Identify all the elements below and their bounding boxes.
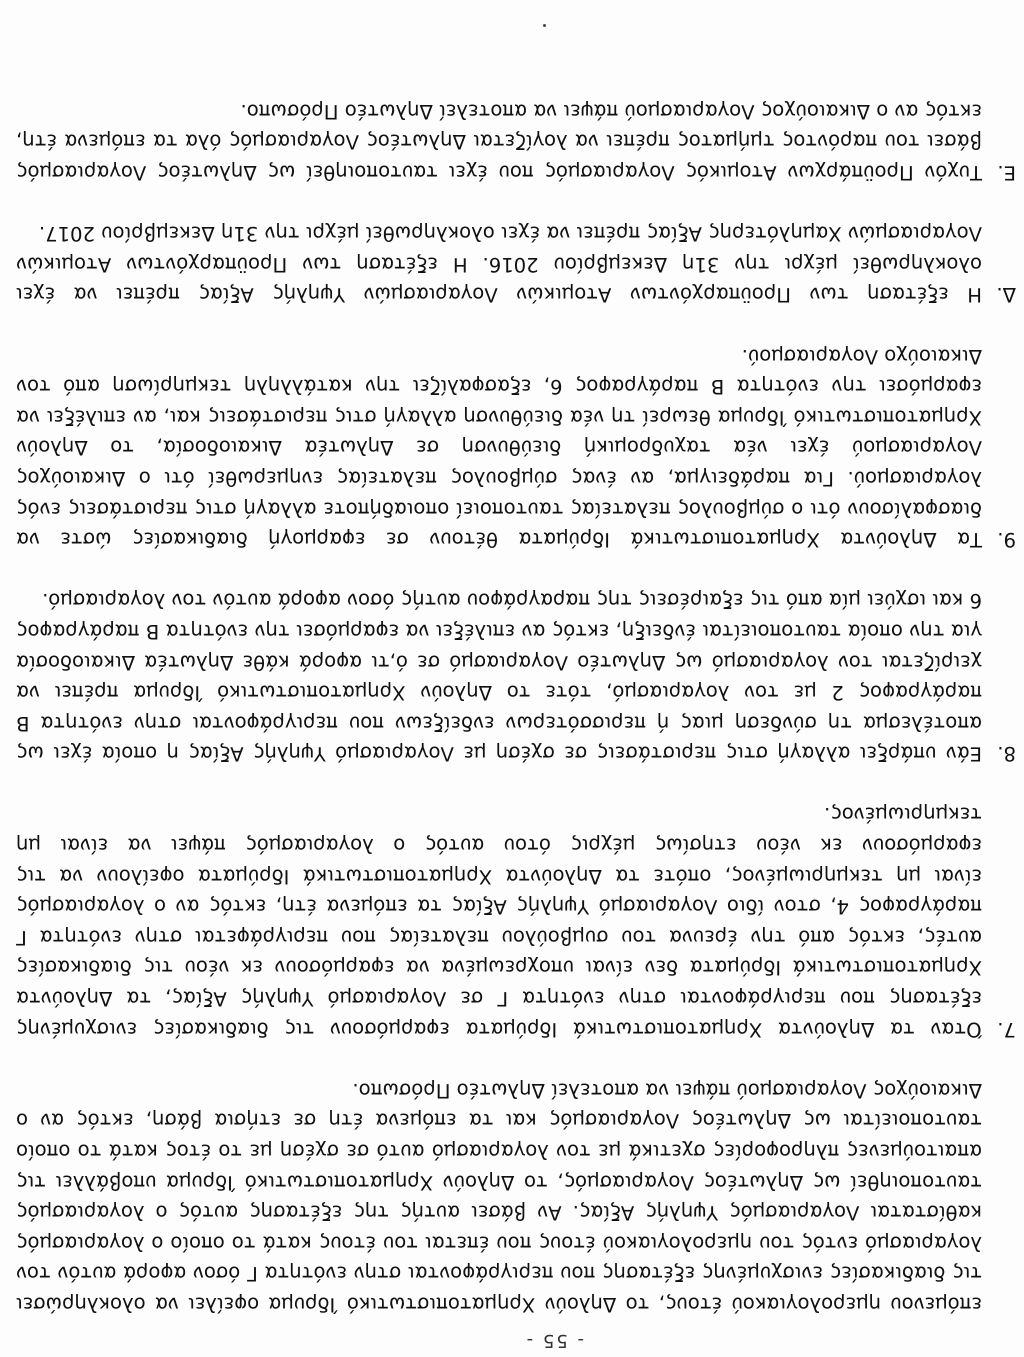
section-e	[16, 95, 1016, 187]
item-text: Όταν τα Δηλούντα Χρηματοπιστωτικά Ιδρύματα εφαρμόσουν τις διαδικασίες ενισχυμένης εξέτασης που περιγράφονται στην ενότητα Γ σε Λογαριασμό Υψηλής Αξίας, τα Δηλούντα Χρηματοπιστωτικά Ιδρύματα δεν είναι υποχρεωμένα να εφαρμόσουν εκ νέου τις διαδικασίες αυτές, εκτός από την έρευνα του συμβούλου πελατείας που περιγράφεται στην ενότητα Γ παράγραφος 4, στον ίδιο Λογαριασμό Υψηλής Αξίας τα επόμενα έτη, εκτός αν ο λογαριασμός είναι μη τεκμηριωμένος, οπότε τα Δηλούντα Χρηματοπιστωτικά Ιδρύματα οφείλουν να τις εφαρμόσουν εκ νέου ετησίως μέχρις ότου αυτός ο λογαριασμός πάψει να είναι μη τεκμηριωμένος.	[16, 803, 982, 1041]
section-text: Τυχόν Προϋπάρχων Ατομικός Λογαριασμός που έχει ταυτοποιηθεί ως Δηλωτέος Λογαριασμός βάσει του παρόντος τμήματος πρέπει να λογίζεται Δηλωτέος Λογαριασμός όλα τα επόμενα έτη, εκτός αν ο Δικαιούχος Λογαριασμού πάψει να αποτελεί Δηλωτέο Πρόσωπο.	[16, 99, 982, 185]
item-number: 8.	[997, 742, 1016, 766]
item-text: Τα Δηλούντα Χρηματοπιστωτικά Ιδρύματα θέτουν σε εφαρμογή διαδικασίες ώστε να διασφαλίσουν ότι ο σύμβουλος πελατείας ταυτοποιεί οποιαδήποτε αλλαγή στις περιστάσεις ενός λογαριασμού. Για παράδειγμα, αν ένας σύμβουλος πελατείας ενημερωθεί ότι ο Δικαιούχος Λογαριασμού έχει νέα ταχυδρομική διεύθυνση σε Δηλωτέα Δικαιοδοσία, το Δηλούν Χρηματοπιστωτικό Ίδρυμα θεωρεί τη νέα διεύθυνση αλλαγή στις περιστάσεις και, αν επιλέξει να εφαρμόσει την ενότητα Β παράγραφος 6, εξασφαλίζει την κατάλληλη τεκμηρίωση από τον Δικαιούχο Λογαριασμού.	[16, 344, 982, 552]
lead-in-paragraph: επόμενου ημερολογιακού έτους, το Δηλούν Χρηματοπιστωτικό Ίδρυμα οφείλει να ολοκληρώσει τις διαδικασίες ενισχυμένης εξέτασης που περιγράφονται στην ενότητα Γ όσον αφορά αυτόν τον λογαριασμό εντός του ημερολογιακού έτους που έπεται του έτους κατά το οποίο ο λογαριασμός καθίσταται Λογαριασμός Υψηλής Αξίας. Αν βάσει αυτής της εξέτασης αυτός ο λογαριασμός ταυτοποιηθεί ως Δηλωτέος Λογαριασμός, το Δηλούν Χρηματοπιστωτικό Ίδρυμα υποβάλλει τις απαιτούμενες πληροφορίες σχετικά με τον λογαριασμό αυτό σε σχέση με το έτος κατά το οποίο ταυτοποιείται ως Δηλωτέος Λογαριασμός και τα επόμενα έτη σε ετήσια βάση, εκτός αν ο Δικαιούχος Λογαριασμού πάψει να αποτελεί Δηλωτέο Πρόσωπο.	[16, 1078, 982, 1316]
document-body	[16, 65, 1016, 1319]
section-letter: Ε.	[997, 161, 1016, 185]
section-text: Η εξέταση των Προϋπαρχόντων Ατομικών Λογαριασμών Υψηλής Αξίας πρέπει να έχει ολοκληρωθεί μέχρι την 31η Δεκεμβρίου 2016. Η εξέταση των Προϋπαρχόντων Ατομικών Λογαριασμών Χαμηλότερης Αξίας πρέπει να έχει ολοκληρωθεί μέχρι την 31η Δεκεμβρίου 2017.	[16, 222, 982, 307]
page-number: - 55 -	[524, 1330, 584, 1351]
item-number: 7.	[997, 1017, 1016, 1041]
section-letter: Δ.	[996, 283, 1016, 307]
list-item	[16, 340, 1016, 554]
list-item	[16, 799, 1016, 1044]
scan-speck	[543, 24, 546, 27]
list-item	[16, 585, 1016, 769]
item-number: 9.	[997, 528, 1016, 552]
section-d	[16, 218, 1016, 310]
item-text: Εάν υπάρξει αλλαγή στις περιστάσεις σε σχέση με Λογαριασμό Υψηλής Αξίας η οποία έχει ως αποτέλεσμα τη σύνδεση μιας ή περισσότερων ενδείξεων που περιγράφονται στην ενότητα Β παράγραφος 2 με τον λογαριασμό, τότε το Δηλούν Χρηματοπιστωτικό Ίδρυμα πρέπει να χειρίζεται τον λογαριασμό ως Δηλωτέο Λογαριασμό σε ό,τι αφορά κάθε Δηλωτέα Δικαιοδοσία για την οποία ταυτοποιείται ένδειξη, εκτός αν επιλέξει να εφαρμόσει την ενότητα Β παράγραφος 6 και ισχύει μία από τις εξαιρέσεις της παραγράφου αυτής όσον αφορά αυτόν τον λογαριασμό.	[16, 589, 982, 766]
